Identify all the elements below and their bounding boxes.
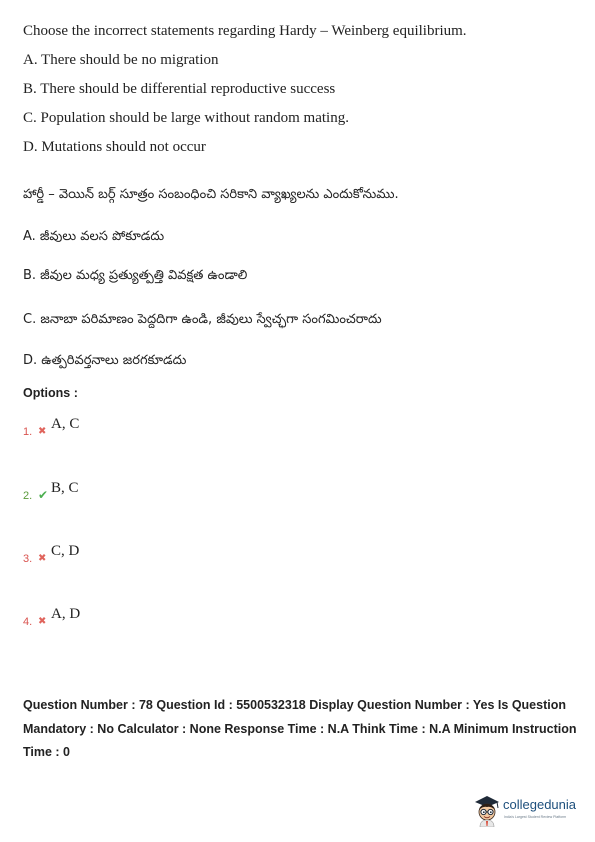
cross-icon: ✖ [38,616,47,627]
check-icon: ✔ [38,488,49,502]
option-1-number: 1. [23,426,33,438]
option-2-number: 2. [23,490,33,502]
options-label: Options : [23,386,78,400]
option-2-text: B, C [51,480,79,496]
option-4-text: A, D [51,606,81,622]
statement-b-telugu: B. జీవుల మధ్య ప్రత్యుత్పత్తి వివక్షత ఉండాలి [23,268,248,283]
statement-b-english: B. There should be differential reproductive success [23,81,336,97]
cross-icon: ✖ [38,553,47,564]
mascot-icon [472,793,502,827]
statement-a-telugu: A. జీవులు వలస పోకూడదు [23,229,165,244]
cross-icon: ✖ [38,426,47,437]
logo-name: collegedunia [503,797,577,812]
option-3-number: 3. [23,553,33,565]
collegedunia-logo[interactable] [472,793,590,829]
statement-d-english: D. Mutations should not occur [23,139,206,155]
option-3-text: C, D [51,543,80,559]
statement-c-telugu: C. జనాబా పరిమాణం పెద్దదిగా ఉండి, జీవులు స్వేచ్ఛగా సంగమించరాదు [23,312,382,327]
statement-d-telugu: D. ఉత్పరివర్తనాలు జరగకూడదు [23,353,187,368]
logo-tagline: India's Largest Student Review Platform [504,815,567,819]
statement-c-english: C. Population should be large without random mating. [23,110,349,126]
question-stem-telugu: హార్డీ – వెయిన్ బర్గ్ సూత్రం సంబంధించి సరికాని వ్యాఖ్యలను ఎందుకోనుము. [23,187,399,202]
statement-a-english: A. There should be no migration [23,52,219,68]
option-4-number: 4. [23,616,33,628]
question-stem-english: Choose the incorrect statements regarding Hardy – Weinberg equilibrium. [23,23,467,39]
question-meta-info: Question Number : 78 Question Id : 5500532318 Display Question Number : Yes Is Question Mandatory : No Calculator : None Response Time : N.A Think Time : N.A Minimum Instruction Time : 0 [23,698,577,759]
option-1-text: A, C [51,416,80,432]
